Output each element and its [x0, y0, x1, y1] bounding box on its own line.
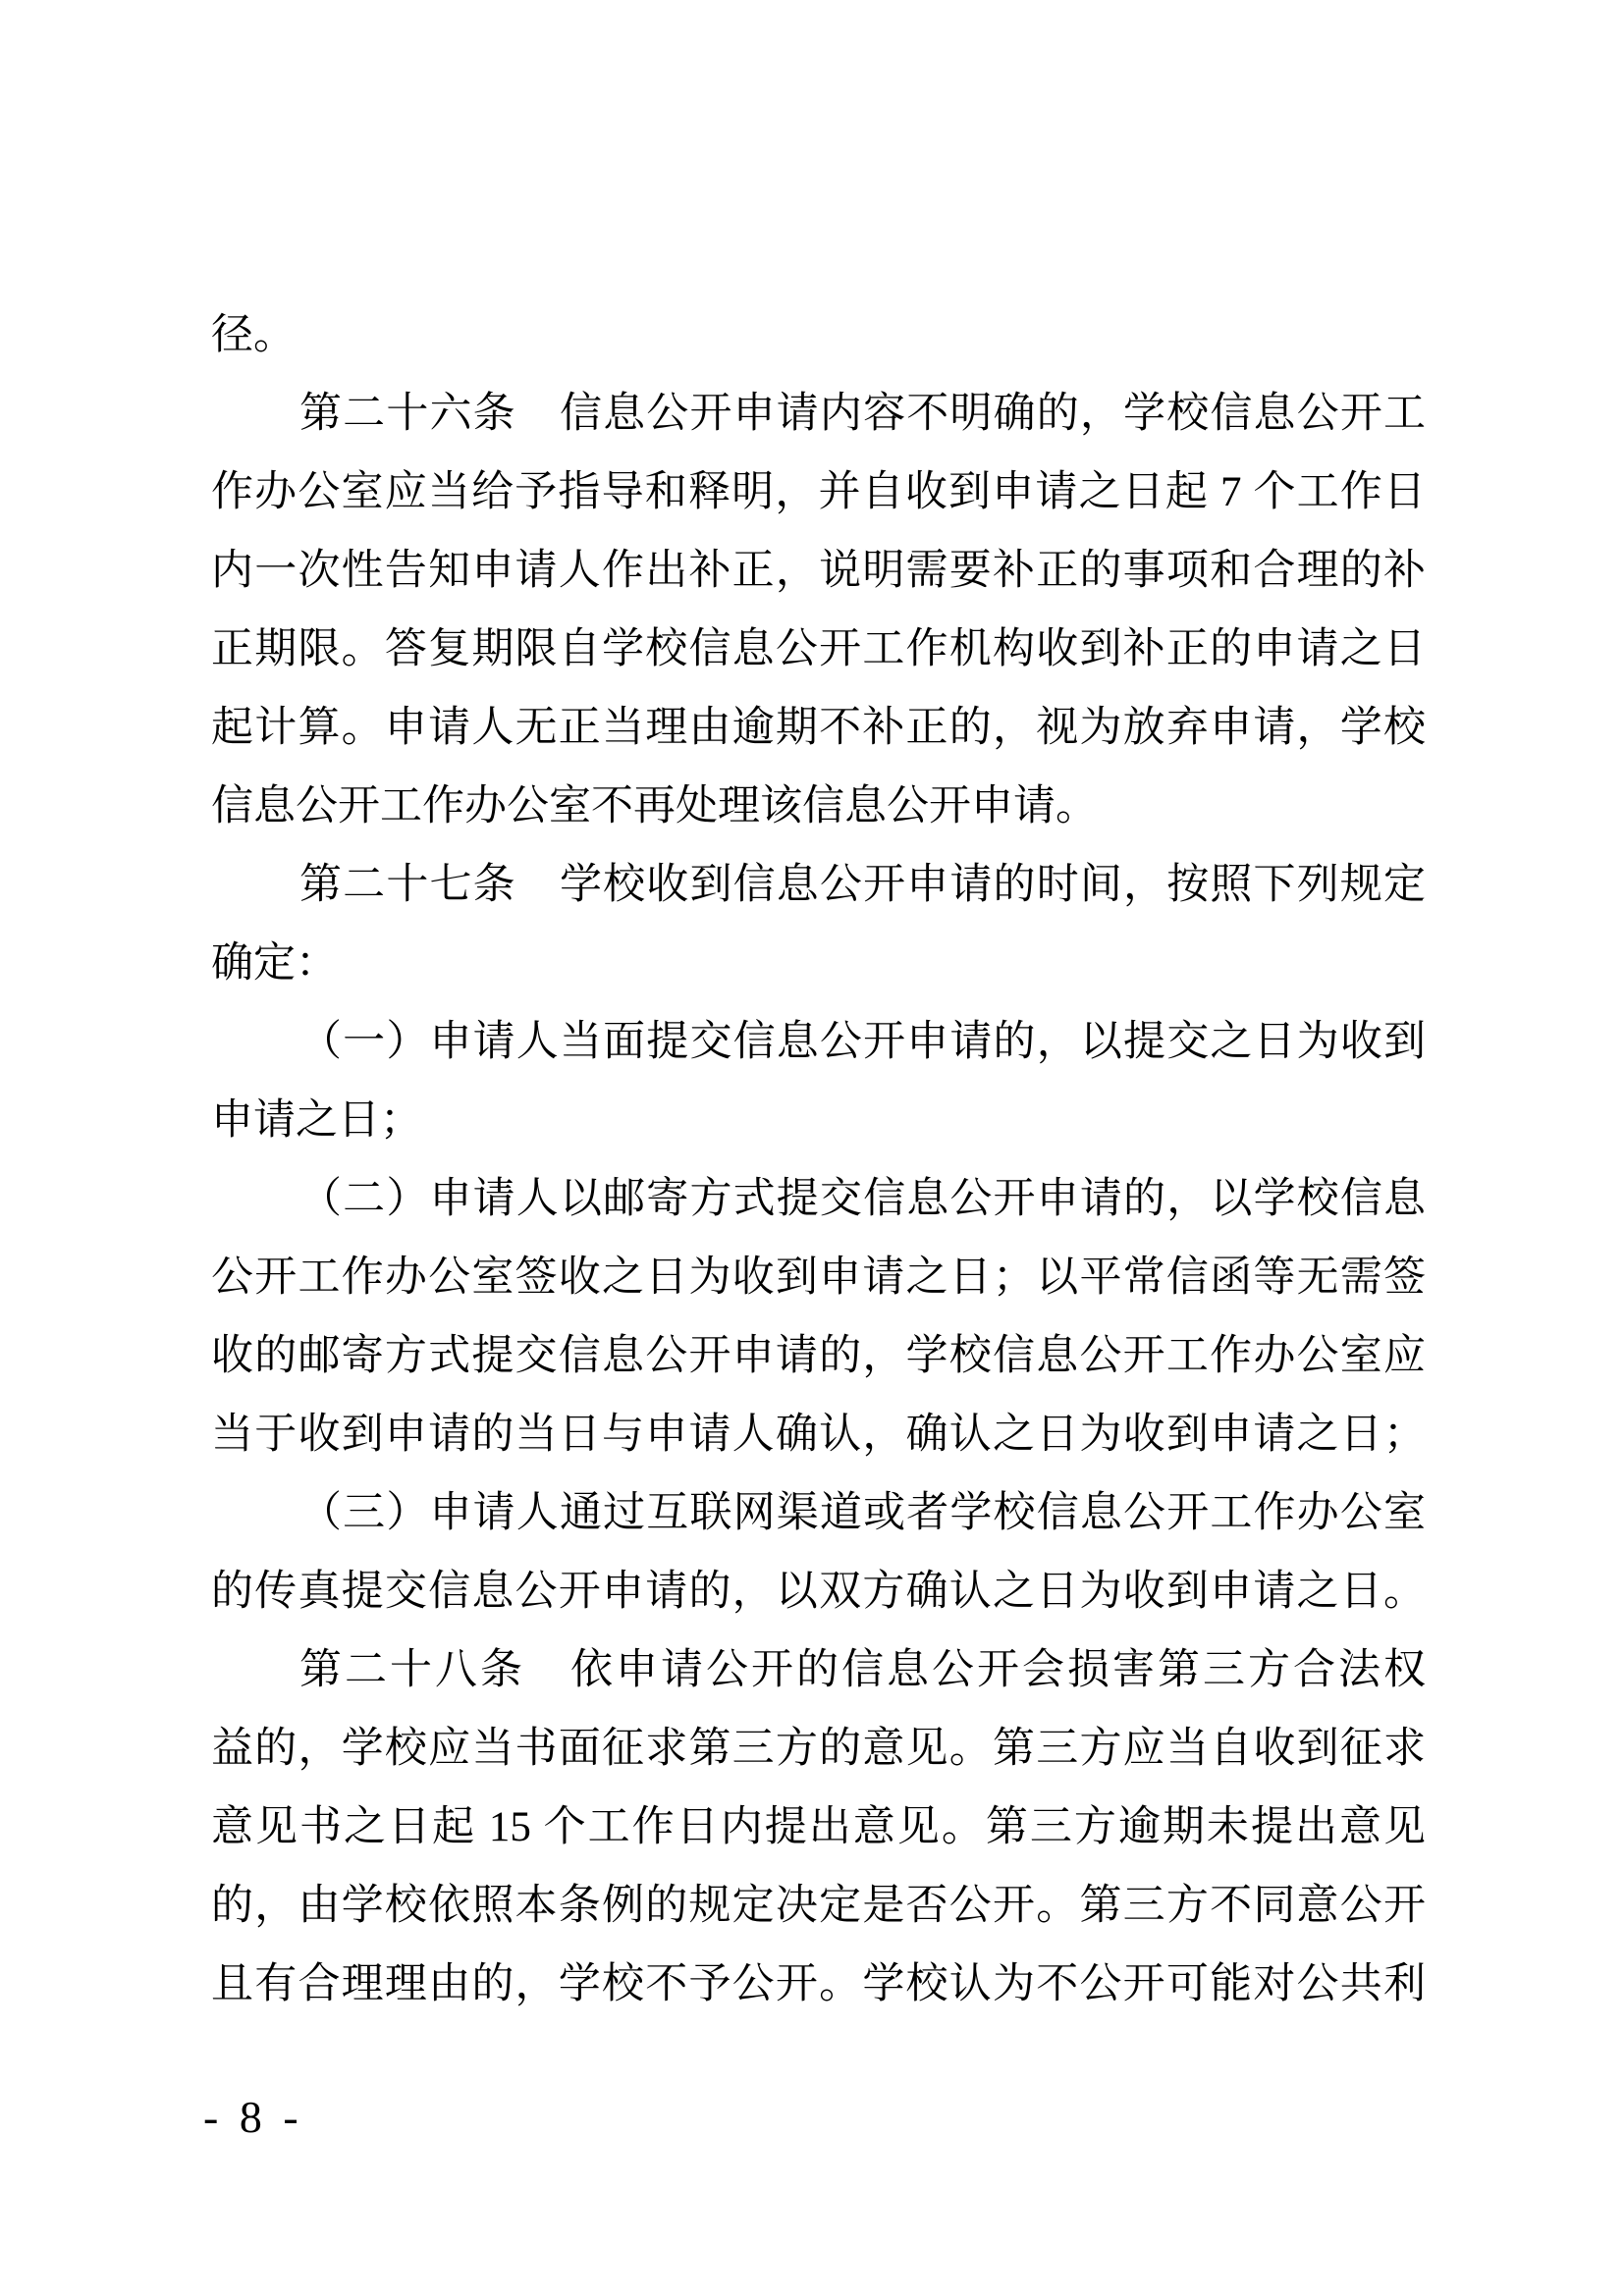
- text-line-item-3: （三）申请人通过互联网渠道或者学校信息公开工作办公室: [299, 1490, 1426, 1536]
- text-line: 申请之日；: [211, 1097, 422, 1144]
- text-line: 径。: [211, 312, 296, 358]
- text-line: 当于收到申请的当日与申请人确认，确认之日为收到申请之日；: [211, 1412, 1426, 1458]
- text-line: 公开工作办公室签收之日为收到申请之日；以平常信函等无需签: [211, 1255, 1426, 1301]
- body-text-block: [211, 296, 1426, 2024]
- text-line: 的传真提交信息公开申请的，以双方确认之日为收到申请之日。: [211, 1569, 1426, 1615]
- text-line-item-1: （一）申请人当面提交信息公开申请的，以提交之日为收到: [299, 1019, 1426, 1065]
- text-line: 且有合理理由的，学校不予公开。学校认为不公开可能对公共利: [211, 1961, 1426, 2007]
- text-line-article-28: 第二十八条 依申请公开的信息公开会损害第三方合法权: [299, 1647, 1426, 1693]
- text-line-item-2: （二）申请人以邮寄方式提交信息公开申请的，以学校信息: [299, 1176, 1426, 1222]
- text-line: 信息公开工作办公室不再处理该信息公开申请。: [211, 783, 1098, 829]
- text-line: 益的，学校应当书面征求第三方的意见。第三方应当自收到征求: [211, 1726, 1426, 1772]
- text-line: 确定：: [211, 940, 338, 987]
- text-line: 意见书之日起 15 个工作日内提出意见。第三方逾期未提出意见: [211, 1804, 1426, 1850]
- text-line: 收的邮寄方式提交信息公开申请的，学校信息公开工作办公室应: [211, 1333, 1426, 1379]
- text-line: 的，由学校依照本条例的规定决定是否公开。第三方不同意公开: [211, 1883, 1426, 1929]
- text-line: 作办公室应当给予指导和释明，并自收到申请之日起 7 个工作日: [211, 469, 1426, 515]
- text-line: 起计算。申请人无正当理由逾期不补正的，视为放弃申请，学校: [211, 705, 1426, 751]
- text-line-article-26: 第二十六条 信息公开申请内容不明确的，学校信息公开工: [299, 391, 1426, 437]
- page-number: - 8 -: [203, 2092, 303, 2142]
- text-line: 正期限。答复期限自学校信息公开工作机构收到补正的申请之日: [211, 626, 1426, 672]
- text-line-article-27: 第二十七条 学校收到信息公开申请的时间，按照下列规定: [299, 862, 1426, 908]
- text-line: 内一次性告知申请人作出补正，说明需要补正的事项和合理的补: [211, 548, 1426, 594]
